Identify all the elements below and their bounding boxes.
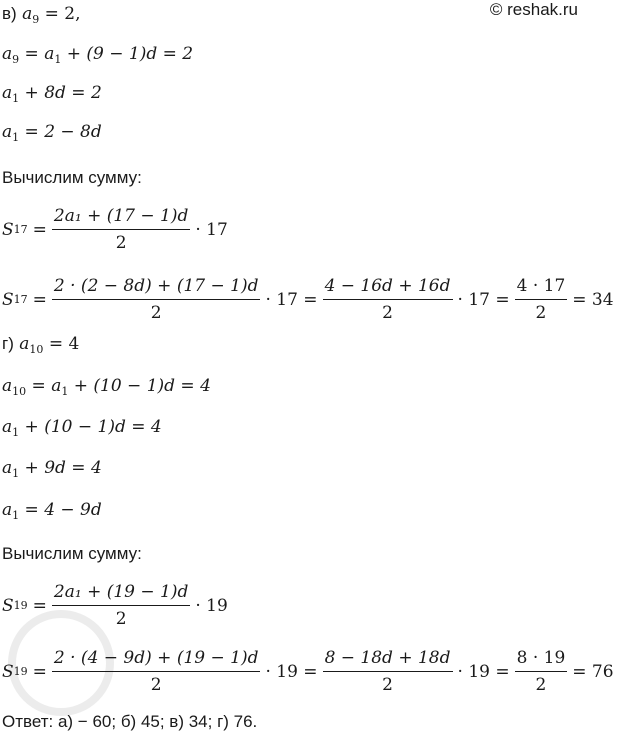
- part-g-eq4: $a_1 = 4 - 9d$: [2, 500, 102, 522]
- part-g-eq2: $a_1 + (10 - 1)d = 4$: [2, 417, 162, 439]
- fraction: $\frac{8 \cdot 19}{2}$: [516, 648, 566, 695]
- fraction: $\frac{2 \cdot (4 - 9d) + (19 - 1)d}{2}$: [53, 648, 259, 695]
- part-v-sum-formula: S 17 = $\frac{\text{2a₁ + (17 − 1)d}}{2}$ · 17: [2, 206, 228, 253]
- part-g-given: г) $a_{10} = 4$: [2, 334, 80, 356]
- part-v-eq3: $a_1 = 2 - 8d$: [2, 122, 102, 144]
- fraction: $\frac{4 - 16d + 16d}{2}$: [324, 276, 451, 323]
- part-g-eq1: $a_{10} = a_1 + (10 - 1)d = 4$: [2, 376, 211, 398]
- fraction: $\frac{2 \cdot (2 - 8d) + (17 - 1)d}{2}$: [53, 276, 259, 323]
- answer-line: Ответ: а) − 60; б) 45; в) 34; г) 76.: [2, 712, 258, 731]
- part-v-calc-label: Вычислим сумму:: [2, 168, 142, 187]
- part-v-sum-calc: S 17 = $\frac{2 \cdot (2 - 8d) + (17 - 1)d}{2}$ · 17 = $\frac{4 - 16d + 16d}{2}$ · 17 = $\frac{4 \cdot 17}{2}$ = 34: [2, 276, 614, 323]
- part-g-calc-label: Вычислим сумму:: [2, 544, 142, 563]
- copyright-watermark: © reshak.ru: [489, 0, 578, 19]
- part-v-given: в) $a_9 = 2$,: [2, 4, 81, 26]
- part-g-eq3: $a_1 + 9d = 4$: [2, 458, 102, 480]
- part-v-eq2: $a_1 + 8d = 2$: [2, 83, 102, 105]
- fraction: $\frac{\text{2a₁ + (17 − 1)d}}{2}$: [53, 206, 189, 253]
- fraction: $\frac{4 \cdot 17}{2}$: [516, 276, 566, 323]
- fraction: $\frac{\text{2a₁ + (19 − 1)d}}{2}$: [53, 582, 189, 629]
- part-g-sum-calc: S 19 = $\frac{2 \cdot (4 - 9d) + (19 - 1)d}{2}$ · 19 = $\frac{8 - 18d + 18d}{2}$ · 19 = $\frac{8 \cdot 19}{2}$ = 76: [2, 648, 614, 695]
- fraction: $\frac{8 - 18d + 18d}{2}$: [324, 648, 451, 695]
- part-g-sum-formula: S 19 = $\frac{\text{2a₁ + (19 − 1)d}}{2}$ · 19: [2, 582, 228, 629]
- part-v-eq1: $a_9 = a_1 + (9 - 1)d = 2$: [2, 44, 194, 66]
